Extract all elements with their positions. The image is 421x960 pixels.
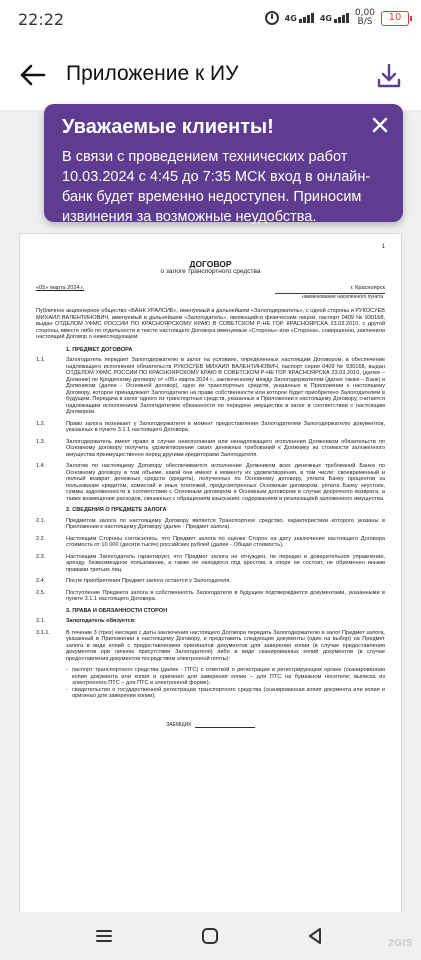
clause (36, 439, 385, 459)
clause (36, 590, 385, 603)
arrow-left-icon[interactable] (18, 60, 48, 90)
signal-icon-1: 4G (285, 13, 314, 23)
clause-text: Настоящим Залогодатель гарантирует, что Предмет залога не отчужден, не передан в доверительное управление, аренду, безвозмездное пользование, а также не находится под арестом, в споре не состоит, не обременен иными правами третьих лиц. (66, 553, 385, 573)
intro-paragraph: Публичное акционерное общество «БАНК УРАЛСИБ», именуемый в дальнейшем «Залогодержатель», с одной стороны и РУКОСУЕВ МИХАИЛ ВАЛЕНТИНОВИЧ, именуемый в дальнейшем «Залогодатель», являющийся физическим лицом, паспорт 0409 № 930168, выдан ОТДЕЛОМ УФМС РОССИИ ПО КРАСНОЯРСКОМУ КРАЮ В СОВЕТСКОМ Р-НЕ ГОР. КРАСНОЯРСКА 23.03.2010, с другой стороны, вместе либо по отдельности в тексте настоящего Договора именуемые «Стороны» или «Сторона», совершенно, заключили настоящий Договор о нижеследующем: (36, 308, 385, 340)
city-caption: наименование населенного пункта (275, 293, 385, 301)
clause-number: 1.1. (36, 357, 46, 363)
signal-icon-2: 4G (320, 13, 349, 23)
clause-number: 1.4. (36, 463, 46, 469)
network-speed: 0,00 В/S (354, 8, 375, 27)
list-item (36, 667, 385, 687)
clause-text: После приобретения Предмет залога остается у Залогодателя. (66, 578, 231, 584)
signature-label: ЗАЕМЩИК (166, 721, 192, 728)
clause-number: 2.4. (36, 578, 46, 584)
notice-body: В связи с проведением технических работ 10.03.2024 с 4:45 до 7:35 МСК вход в онлайн-банк будет временно недоступен. Приносим извинения за возможные неудобства. (62, 149, 371, 225)
clause (36, 421, 385, 434)
contract-date: «05» марта 2024 г. (36, 285, 85, 291)
recent-apps-icon[interactable] (94, 926, 114, 946)
clause-text: Настоящим Стороны согласились, что Предмет залога по оценке Сторон на дату заключения настоящего Договора стоимость от 10 000 (десяти тысяч) российских рублей (далее - Общая стоимость). (66, 535, 385, 548)
clause (36, 463, 385, 502)
clause-text: Право залога возникает у Залогодержателя в момент предоставления Залогодателем Залогодержателю документов, указанных в пункте 3.1.1 настоящего Договора. (66, 420, 385, 433)
document-subtitle: о залоге транспортного средства (160, 267, 261, 275)
status-bar (0, 0, 421, 40)
close-icon[interactable] (371, 116, 389, 134)
clause-number: 1.3. (36, 438, 46, 445)
alarm-icon (265, 11, 279, 25)
section-heading: 3. ПРАВА И ОБЯЗАННОСТИ СТОРОН (66, 607, 168, 614)
clause-text: Поступление Предмета залога в собственность Залогодателя в будущем подтверждается документами, указанными в пункте 3.1.1 настоящего Договора. (66, 589, 385, 602)
clause-text: Предметом залога по настоящему Договору является Транспортное средство, характеристики которого указаны в Приложении к настоящему Договору (далее - Предмет залога). (66, 517, 385, 530)
clause-number: 2.5. (36, 589, 46, 596)
clause-number: 3.1. (36, 618, 46, 624)
page-number: 1 (381, 244, 385, 250)
clause-number: 2.3. (36, 553, 46, 560)
section-heading: 2. СВЕДЕНИЯ О ПРЕДМЕТЕ ЗАЛОГА (66, 507, 167, 513)
app-bar (0, 40, 421, 110)
clause-text: В течение 3 (трех) месяцев с даты заключения настоящего Договора передать Залогодержателю в залог Предмет залога, указанный в Приложении к настоящему Договору, и представить следующие документы (один на выбор) на Предмет залога в виде копий с предоставлением оригиналов документов для заверения копии (в случае предоставления документов при личном присутствии Залогодателя) либо в виде сканированных копий документов (в случае предоставления документов посредством электронной почты): (66, 629, 385, 662)
clause-text: Залогом по настоящему Договору обеспечивается исполнение Должником всех денежных требований Банка по Основному договору в том объеме, какой они имеют к моменту их удовлетворения, в том числе: своевременный и полный возврат денежных средств (кредита), полученных по Основному договору, уплата Банку процентов за пользование кредитом, комиссий и иных платежей, предусмотренных Основным договором, уплата Банку неустоек, суммы задолженности в соответствии с Основным договором и Основным договором в случае досрочного возврата, а также возмещение расходов, связанных с обращением взыскания, содержанием и реализацией заложенного имущества. (66, 463, 385, 502)
clause (36, 618, 385, 625)
back-triangle-icon[interactable] (305, 926, 325, 946)
clause-number: 2.1. (36, 517, 46, 524)
document-page[interactable] (19, 233, 402, 913)
signature-row (36, 722, 385, 729)
download-icon[interactable] (375, 62, 403, 90)
notice-title: Уважаемые клиенты! (62, 116, 274, 138)
navigation-bar (0, 912, 421, 960)
list-bullet: - (66, 667, 68, 673)
contract-city: г. Красноярск (350, 285, 385, 291)
clause-text: Залогодатель обязуется: (66, 618, 136, 624)
battery-icon: 10 (381, 11, 409, 26)
clause-text: Залогодатель передает Залогодержателю в залог на условиях, определенных настоящим Договором, в обеспечение надлежащего исполнения обязательств РУКОСУЕВ МИХАИЛ ВАЛЕНТИНОВИЧ, паспорт серия 0409 № 930168, выдан ОТДЕЛОМ УФМС РОССИИ ПО КРАСНОЯРСКОМУ КРАЮ В СОВЕТСКОМ Р-НЕ ГОР. КРАСНОЯРСКА 23.03.2010, (далее – Должник) по Кредитному договору от «05» марта 2024 г., заключенному между Залогодержателем (далее также – Банк) и Должником (далее - Основной договор), одно из транспортных средств, указанных в Приложении к настоящему Договору, которое принадлежит Залогодателю на праве собственности или которое будет приобретено Залогодателем в будущем. Передача в залог одного из транспортных средств, указанных в Приложении к настоящему Договору, считается надлежащим исполнением Залогодателем обязанности по передаче имущества в залог в соответствии с настоящим Договором. (66, 357, 385, 415)
clause-text: Залогодержатель имеет право в случае неисполнения или ненадлежащего исполнения Должником обязательств по Основному договору получить удовлетворение своих денежных требований к Должнику из стоимости заложенного имущества преимущественно перед другими кредиторами Залогодателя. (66, 438, 385, 458)
list-item (36, 687, 385, 700)
clause-number: 2.2. (36, 535, 46, 542)
clause (36, 554, 385, 574)
home-icon[interactable] (200, 926, 220, 946)
list-bullet: - (66, 686, 68, 693)
status-time: 22:22 (18, 10, 65, 29)
page-title: Приложение к ИУ (66, 62, 239, 85)
list-item-text: свидетельство о государственной регистрации транспортного средства (сканированная копия документа или копия и оригинал для заверения копии); (72, 686, 385, 699)
clause (36, 630, 385, 663)
document-title: ДОГОВОР (189, 258, 232, 269)
clause-number: 1.2. (36, 420, 46, 427)
clause (36, 518, 385, 531)
clause (36, 536, 385, 549)
section-heading: 1. ПРЕДМЕТ ДОГОВОРА (66, 346, 133, 353)
clause-number: 3.1.1. (36, 629, 50, 636)
list-item-text: паспорт транспортного средства (далее - ПТС) с отметкой о регистрации в регистрирующем органе (сканированная копия документа или копия и оригинал для заверения копии – для ПТС на бумажном носителе; выписка из электронного ПТС – для ПТС в электронной форме); (72, 667, 385, 686)
date-row (36, 285, 385, 292)
maintenance-notice (44, 104, 403, 225)
clause (36, 357, 385, 416)
clause (36, 578, 385, 585)
status-icons (265, 9, 409, 27)
watermark: 2GIS (388, 938, 413, 949)
signature-line (195, 727, 255, 728)
